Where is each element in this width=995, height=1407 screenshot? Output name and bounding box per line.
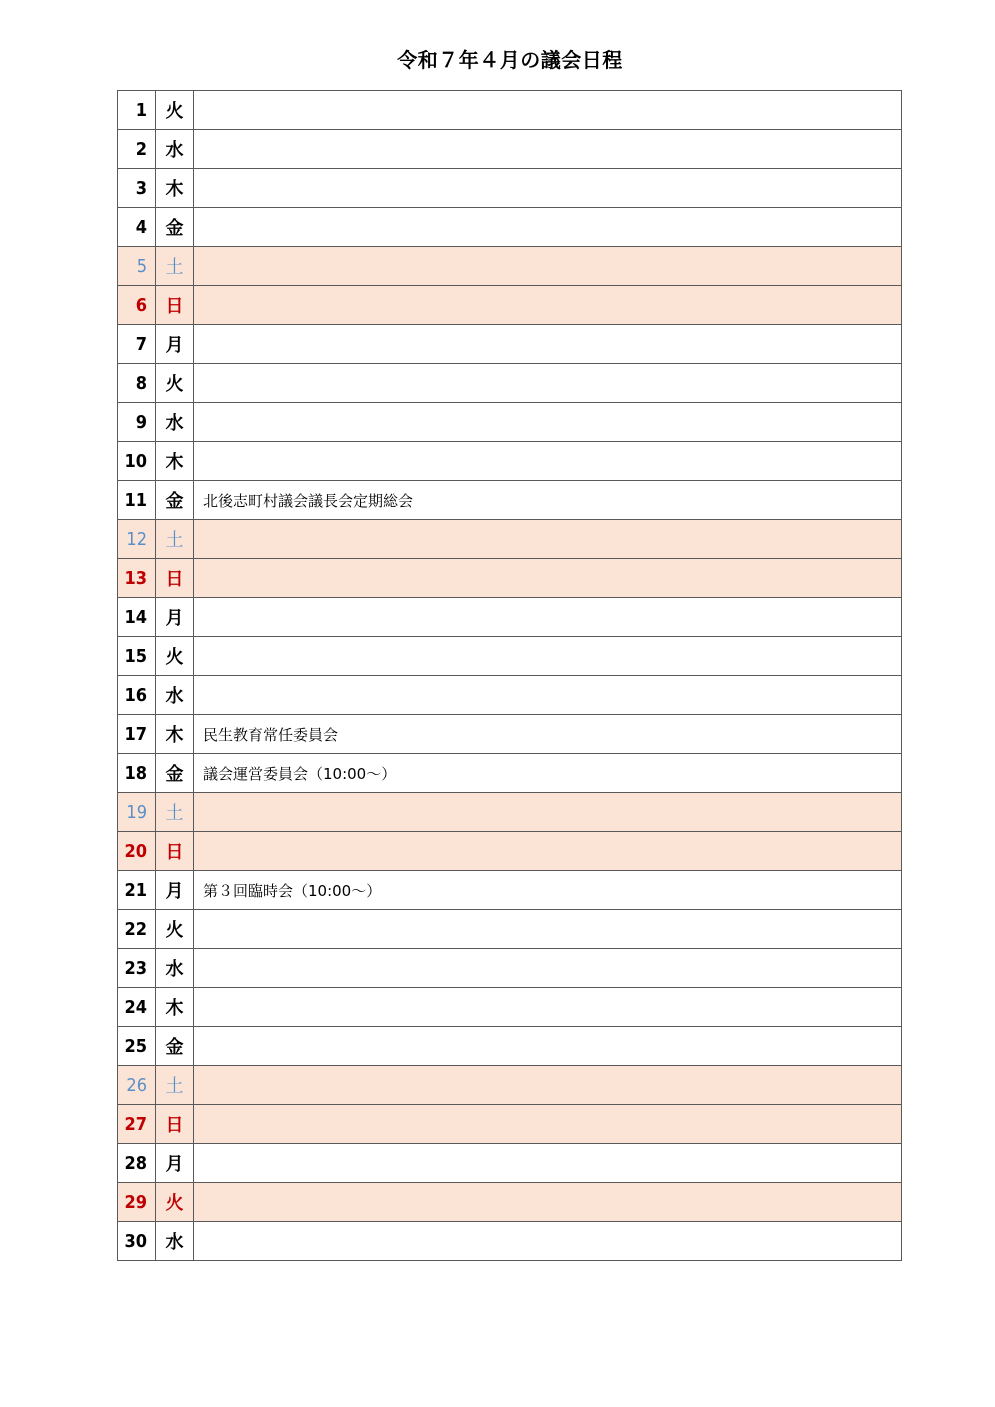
day-number: 23	[118, 949, 156, 988]
day-number: 3	[118, 169, 156, 208]
day-number: 14	[118, 598, 156, 637]
weekday: 木	[156, 988, 194, 1027]
weekday: 木	[156, 715, 194, 754]
event-cell	[194, 169, 902, 208]
table-row	[118, 793, 902, 832]
weekday: 金	[156, 1027, 194, 1066]
table-row	[118, 910, 902, 949]
table-row	[118, 1222, 902, 1261]
day-number: 4	[118, 208, 156, 247]
event-cell	[194, 1105, 902, 1144]
event-cell	[194, 520, 902, 559]
weekday: 月	[156, 1144, 194, 1183]
table-row	[118, 364, 902, 403]
day-number: 2	[118, 130, 156, 169]
day-number: 26	[118, 1066, 156, 1105]
event-cell	[194, 1144, 902, 1183]
event-cell	[194, 1027, 902, 1066]
table-row	[118, 91, 902, 130]
weekday: 日	[156, 559, 194, 598]
table-row	[118, 676, 902, 715]
event-cell	[194, 91, 902, 130]
event-cell	[194, 325, 902, 364]
day-number: 12	[118, 520, 156, 559]
event-cell	[194, 247, 902, 286]
event-cell	[194, 1222, 902, 1261]
table-row	[118, 1105, 902, 1144]
table-row	[118, 949, 902, 988]
table-row	[118, 1144, 902, 1183]
day-number: 10	[118, 442, 156, 481]
event-cell	[194, 598, 902, 637]
weekday: 金	[156, 208, 194, 247]
event-cell	[194, 949, 902, 988]
event-cell: 北後志町村議会議長会定期総会	[194, 481, 902, 520]
day-number: 22	[118, 910, 156, 949]
table-row	[118, 247, 902, 286]
table-row	[118, 1027, 902, 1066]
page-title: 令和７年４月の議会日程	[397, 48, 623, 72]
day-number: 7	[118, 325, 156, 364]
schedule-table	[117, 90, 902, 1261]
event-cell	[194, 130, 902, 169]
weekday: 日	[156, 286, 194, 325]
weekday: 木	[156, 169, 194, 208]
day-number: 5	[118, 247, 156, 286]
weekday: 水	[156, 130, 194, 169]
weekday: 金	[156, 754, 194, 793]
event-cell	[194, 208, 902, 247]
event-cell: 第３回臨時会（10:00～）	[194, 871, 902, 910]
day-number: 20	[118, 832, 156, 871]
table-row	[118, 598, 902, 637]
weekday: 水	[156, 403, 194, 442]
weekday: 火	[156, 364, 194, 403]
table-row	[118, 754, 902, 793]
day-number: 25	[118, 1027, 156, 1066]
weekday: 金	[156, 481, 194, 520]
weekday: 木	[156, 442, 194, 481]
table-row	[118, 325, 902, 364]
event-cell	[194, 559, 902, 598]
day-number: 6	[118, 286, 156, 325]
table-row	[118, 871, 902, 910]
weekday: 火	[156, 91, 194, 130]
table-row	[118, 1183, 902, 1222]
event-cell: 民生教育常任委員会	[194, 715, 902, 754]
day-number: 9	[118, 403, 156, 442]
day-number: 27	[118, 1105, 156, 1144]
table-row	[118, 442, 902, 481]
table-row	[118, 520, 902, 559]
day-number: 24	[118, 988, 156, 1027]
table-row	[118, 1066, 902, 1105]
table-row	[118, 208, 902, 247]
table-row	[118, 130, 902, 169]
event-cell	[194, 1183, 902, 1222]
day-number: 29	[118, 1183, 156, 1222]
schedule-body	[118, 91, 902, 1261]
event-cell	[194, 637, 902, 676]
day-number: 19	[118, 793, 156, 832]
weekday: 月	[156, 325, 194, 364]
table-row	[118, 832, 902, 871]
day-number: 21	[118, 871, 156, 910]
day-number: 18	[118, 754, 156, 793]
table-row	[118, 481, 902, 520]
event-cell	[194, 832, 902, 871]
event-cell	[194, 910, 902, 949]
weekday: 土	[156, 520, 194, 559]
day-number: 17	[118, 715, 156, 754]
event-cell	[194, 676, 902, 715]
event-cell	[194, 793, 902, 832]
weekday: 日	[156, 1105, 194, 1144]
table-row	[118, 286, 902, 325]
table-row	[118, 988, 902, 1027]
event-cell	[194, 364, 902, 403]
weekday: 火	[156, 910, 194, 949]
weekday: 日	[156, 832, 194, 871]
weekday: 土	[156, 1066, 194, 1105]
event-cell	[194, 442, 902, 481]
weekday: 月	[156, 598, 194, 637]
day-number: 13	[118, 559, 156, 598]
day-number: 1	[118, 91, 156, 130]
weekday: 水	[156, 676, 194, 715]
table-row	[118, 559, 902, 598]
table-row	[118, 715, 902, 754]
weekday: 月	[156, 871, 194, 910]
weekday: 火	[156, 1183, 194, 1222]
day-number: 15	[118, 637, 156, 676]
day-number: 28	[118, 1144, 156, 1183]
event-cell	[194, 403, 902, 442]
table-row	[118, 403, 902, 442]
day-number: 30	[118, 1222, 156, 1261]
event-cell	[194, 286, 902, 325]
table-row	[118, 637, 902, 676]
day-number: 11	[118, 481, 156, 520]
weekday: 土	[156, 793, 194, 832]
event-cell	[194, 988, 902, 1027]
event-cell: 議会運営委員会（10:00～）	[194, 754, 902, 793]
weekday: 水	[156, 949, 194, 988]
event-cell	[194, 1066, 902, 1105]
day-number: 16	[118, 676, 156, 715]
weekday: 火	[156, 637, 194, 676]
weekday: 水	[156, 1222, 194, 1261]
table-row	[118, 169, 902, 208]
day-number: 8	[118, 364, 156, 403]
weekday: 土	[156, 247, 194, 286]
